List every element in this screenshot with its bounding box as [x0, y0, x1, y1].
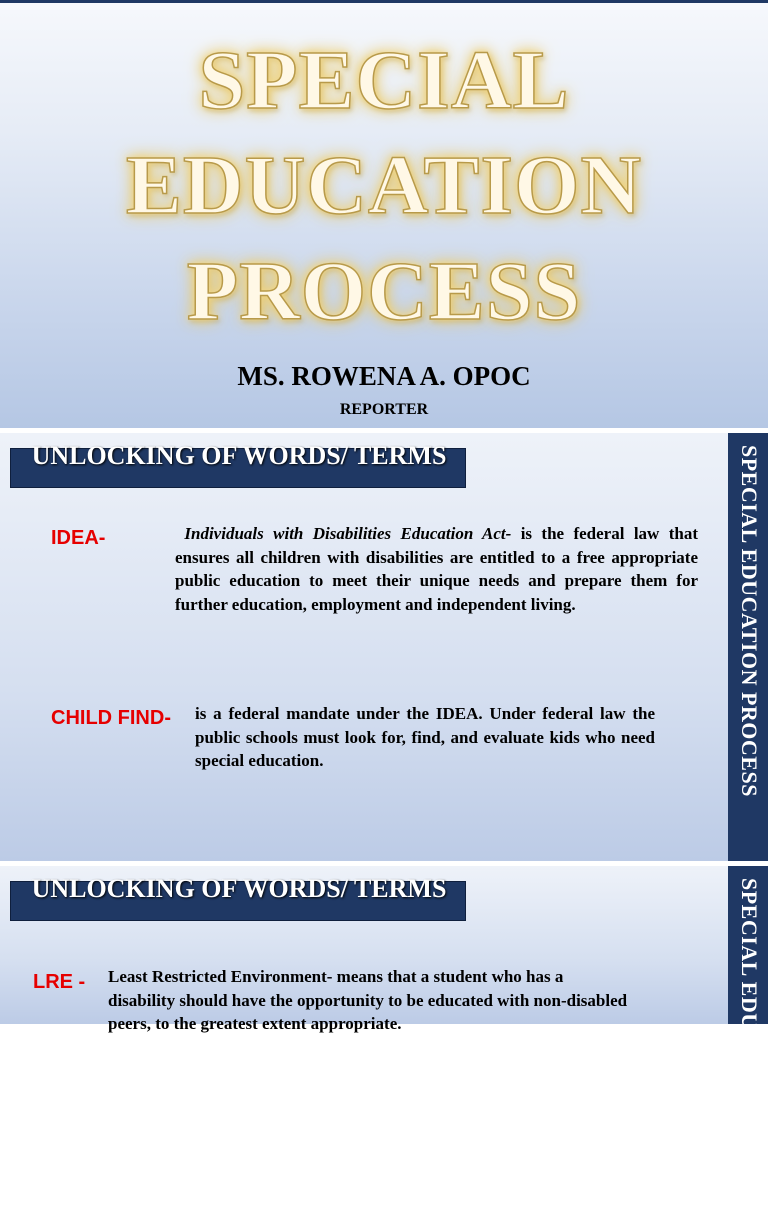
side-title: SPECIAL EDUCATION PROCESS	[737, 445, 762, 797]
definition-child-find: is a federal mandate under the IDEA. Under federal law the public schools must look for, find, and evaluate kids who need special education.	[195, 704, 655, 770]
term-idea: IDEA-	[51, 527, 106, 549]
definition-lre: Least Restricted Environment- means that a student who has a disability should have the opportunity to be educated with non-disabled peers, to the greatest extent appropriate.	[108, 967, 628, 1033]
definition-idea-emphasis: Individuals with Disabilities Education Act-	[184, 524, 512, 543]
section-banner	[10, 441, 466, 488]
banner-title: UNLOCKING OF WORDS/ TERMS	[31, 441, 447, 470]
terms-slide-1	[0, 433, 768, 861]
side-title-bar	[728, 866, 768, 1230]
title-line-3: PROCESS	[186, 245, 582, 338]
title-line-1: SPECIAL	[198, 34, 570, 127]
side-title-bar	[728, 433, 768, 861]
side-title: SPECIAL EDUCATION PROCESS	[737, 878, 762, 1230]
terms-slide-2	[0, 866, 768, 1230]
definition-idea-text: is the federal law that ensures all children with disabilities are entitled to a free appropriate public education to meet their unique needs and prepare them for further education, employment and independent living.	[175, 524, 698, 614]
term-lre: LRE -	[33, 971, 86, 993]
author-name: MS. ROWENA A. OPOC	[237, 361, 531, 391]
term-child-find: CHILD FIND-	[51, 707, 171, 729]
banner-title: UNLOCKING OF WORDS/ TERMS	[31, 874, 447, 903]
definition-idea	[175, 522, 698, 616]
author-role: REPORTER	[339, 401, 429, 418]
section-banner	[10, 874, 466, 921]
title-slide	[0, 0, 768, 428]
title-line-2: EDUCATION	[125, 139, 643, 232]
